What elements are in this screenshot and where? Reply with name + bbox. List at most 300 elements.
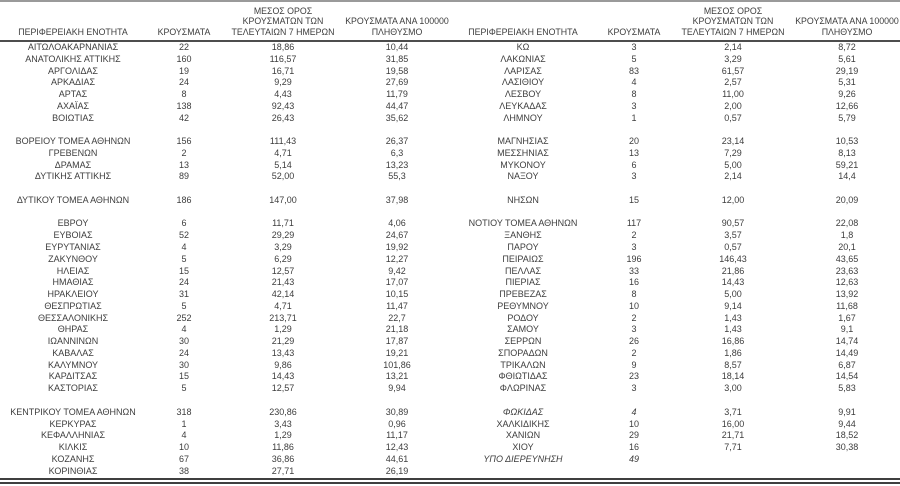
per100k-cell: 37,98 (385, 194, 409, 205)
avg7-cases-cell: 1,43 (724, 312, 742, 323)
cases-cell: 19 (178, 65, 189, 76)
cases-cell: 16 (628, 442, 639, 453)
per100k-cell: 9,1 (840, 324, 854, 335)
cases-cell (596, 395, 672, 407)
per100k-cell: 19,92 (385, 242, 409, 253)
per100k-cell: 10,44 (385, 42, 409, 52)
cases-cell: 5 (181, 383, 187, 394)
avg7-cases-cell: 0,57 (724, 112, 742, 123)
avg7-cases-cell: 3,29 (274, 242, 292, 253)
region-cell (450, 183, 596, 195)
col-header-region (450, 2, 596, 40)
cases-cell: 6 (631, 159, 637, 170)
region-cell: ΒΟΡΕΙΟΥ ΤΟΜΕΑ ΑΘΗΝΩΝ (15, 136, 131, 147)
avg7-cases-cell: 11,71 (272, 218, 294, 229)
per100k-cell (794, 466, 900, 478)
table-body (0, 42, 900, 477)
per100k-cell: 8,13 (838, 147, 856, 158)
region-cell: ΖΑΚΥΝΘΟΥ (48, 253, 98, 264)
header-line: ΤΕΛΕΥΤΑΙΩΝ 7 ΗΜΕΡΩΝ (231, 26, 335, 37)
cases-cell (596, 124, 672, 136)
avg7-cases-cell: 3,71 (724, 406, 742, 417)
cases-cell: 8 (631, 289, 637, 300)
per100k-cell: 31,85 (385, 53, 409, 64)
region-cell: ΡΕΘΥΜΝΟΥ (497, 300, 549, 311)
region-cell: ΜΥΚΟΝΟΥ (500, 159, 546, 170)
region-cell: ΙΩΑΝΝΙΝΩΝ (47, 336, 99, 347)
cases-cell: 67 (178, 453, 189, 464)
avg7-cases-cell: 23,14 (721, 136, 745, 147)
cases-cell: 3 (631, 383, 637, 394)
region-cell (0, 207, 146, 219)
table-header-right (450, 2, 900, 40)
avg7-cases-cell: 92,43 (271, 100, 295, 111)
avg7-cases-cell: 111,43 (269, 136, 297, 147)
region-cell (450, 207, 596, 219)
avg7-cases-cell: 0,57 (724, 242, 742, 253)
header-line: ΚΡΟΥΣΜΑΤΩΝ ΤΩΝ (692, 16, 774, 26)
col-header-cases (596, 2, 672, 40)
per100k-cell: 19,58 (385, 65, 409, 76)
region-cell: ΑΡΤΑΣ (58, 89, 88, 100)
region-cell (450, 395, 596, 407)
region-cell: ΠΙΕΡΙΑΣ (505, 277, 541, 288)
per100k-cell: 43,65 (835, 253, 859, 264)
cases-cell: 10 (628, 300, 639, 311)
region-cell: ΚΕΡΚΥΡΑΣ (49, 418, 97, 429)
region-cell: ΠΡΕΒΕΖΑΣ (499, 289, 547, 300)
cases-cell: 6 (181, 218, 187, 229)
region-cell: ΠΕΛΛΑΣ (504, 265, 542, 276)
avg7-cases-cell: 14,43 (721, 277, 745, 288)
per100k-cell (794, 207, 900, 219)
avg7-cases-cell: 26,43 (271, 112, 295, 123)
cases-cell: 49 (628, 453, 639, 464)
avg7-cases-cell: 5,00 (724, 289, 742, 300)
avg7-cases-cell: 2,14 (724, 42, 742, 52)
cases-cell: 156 (176, 136, 192, 147)
per100k-cell: 14,4 (838, 171, 856, 182)
per100k-cell: 35,62 (385, 112, 409, 123)
avg7-cases-cell: 1,86 (724, 347, 742, 358)
header-line: ΠΛΗΘΥΣΜΟ (371, 26, 423, 37)
avg7-cases-cell: 213,71 (269, 312, 297, 323)
per100k-cell: 59,21 (835, 159, 859, 170)
cases-cell: 42 (178, 112, 189, 123)
per100k-cell: 30,89 (385, 406, 409, 417)
cases-cell: 196 (626, 253, 642, 264)
cases-cell: 24 (178, 277, 189, 288)
header-line: ΠΕΡΙΦΕΡΕΙΑΚΗ ΕΝΟΤΗΤΑ (18, 26, 128, 37)
region-cell: ΡΟΔΟΥ (507, 312, 539, 323)
avg7-cases-cell: 4,71 (274, 147, 292, 158)
avg7-cases-cell: 52,00 (271, 171, 295, 182)
per100k-cell (344, 124, 450, 136)
avg7-cases-cell: 1,29 (274, 430, 292, 441)
header-line: ΚΡΟΥΣΜΑΤΑ ΑΝΑ 100000 (795, 16, 899, 26)
region-cell: ΒΟΙΩΤΙΑΣ (52, 112, 94, 123)
region-cell: ΔΥΤΙΚΟΥ ΤΟΜΕΑ ΑΘΗΝΩΝ (16, 194, 130, 205)
avg7-cases-cell (672, 395, 794, 407)
avg7-cases-cell: 5,00 (724, 159, 742, 170)
cases-cell: 3 (631, 171, 637, 182)
per100k-cell: 18,52 (835, 430, 859, 441)
avg7-cases-cell: 5,14 (274, 159, 292, 170)
per100k-cell: 11,47 (386, 300, 408, 311)
per100k-cell: 6,87 (838, 359, 856, 370)
per100k-cell: 1,67 (838, 312, 856, 323)
cases-cell: 10 (178, 442, 189, 453)
per100k-cell: 17,87 (385, 336, 409, 347)
region-cell: ΛΑΣΙΘΙΟΥ (501, 77, 545, 88)
header-line: ΤΕΛΕΥΤΑΙΩΝ 7 ΗΜΕΡΩΝ (681, 26, 785, 37)
cases-cell (146, 207, 222, 219)
avg7-cases-cell: 42,14 (271, 289, 295, 300)
region-cell: ΝΟΤΙΟΥ ΤΟΜΕΑ ΑΘΗΝΩΝ (468, 218, 578, 229)
region-cell (450, 466, 596, 478)
per100k-cell: 13,92 (835, 289, 859, 300)
per100k-cell: 0,96 (388, 418, 406, 429)
per100k-cell: 12,43 (385, 442, 409, 453)
region-cell: ΠΑΡΟΥ (507, 242, 539, 253)
per100k-cell: 8,72 (838, 42, 856, 52)
col-header-avg7 (672, 2, 794, 40)
bottom-rule (0, 478, 900, 484)
region-cell: ΛΕΣΒΟΥ (504, 89, 542, 100)
region-cell: ΔΡΑΜΑΣ (54, 159, 92, 170)
cases-cell: 38 (178, 465, 189, 476)
cases-cell: 83 (628, 65, 639, 76)
cases-cell: 3 (631, 42, 637, 52)
per100k-cell: 101,86 (383, 359, 411, 370)
per100k-cell: 9,26 (838, 89, 856, 100)
per100k-cell (794, 395, 900, 407)
per100k-cell: 9,91 (838, 406, 856, 417)
region-cell: ΗΡΑΚΛΕΙΟΥ (47, 289, 99, 300)
cases-cell (596, 207, 672, 219)
per100k-cell: 9,44 (838, 418, 856, 429)
per100k-cell: 12,63 (835, 277, 859, 288)
avg7-cases-cell: 2,14 (724, 171, 742, 182)
cases-cell: 33 (628, 265, 639, 276)
cases-cell: 1 (181, 418, 187, 429)
region-cell: ΕΥΒΟΙΑΣ (53, 230, 93, 241)
cases-cell: 1 (631, 112, 637, 123)
per100k-cell: 27,69 (385, 77, 409, 88)
per100k-cell: 12,27 (385, 253, 409, 264)
region-cell: ΛΕΥΚΑΔΑΣ (499, 100, 547, 111)
avg7-cases-cell: 1,29 (274, 324, 292, 335)
avg7-cases-cell: 12,00 (721, 194, 745, 205)
region-cell: ΘΗΡΑΣ (57, 324, 89, 335)
avg7-cases-cell: 2,57 (724, 77, 742, 88)
region-cell: ΑΝΑΤΟΛΙΚΗΣ ΑΤΤΙΚΗΣ (25, 53, 121, 64)
cases-cell (146, 124, 222, 136)
per100k-cell (344, 183, 450, 195)
region-cell: ΧΑΛΚΙΔΙΚΗΣ (496, 418, 550, 429)
avg7-cases-cell: 3,57 (724, 230, 742, 241)
avg7-cases-cell (672, 124, 794, 136)
cases-cell: 4 (631, 406, 637, 417)
region-cell: ΠΕΙΡΑΙΩΣ (502, 253, 544, 264)
per100k-cell: 11,17 (386, 430, 408, 441)
cases-cell: 4 (181, 430, 187, 441)
cases-cell: 3 (631, 100, 637, 111)
region-cell: ΦΩΚΙΔΑΣ (502, 406, 544, 417)
region-cell: ΞΑΝΘΗΣ (504, 230, 542, 241)
table-header-left (0, 2, 450, 40)
region-cell: ΚΩ (516, 42, 530, 52)
per100k-cell: 22,08 (835, 218, 859, 229)
region-cell: ΜΑΓΝΗΣΙΑΣ (497, 136, 549, 147)
per100k-cell: 5,79 (838, 112, 856, 123)
per100k-cell: 22,7 (388, 312, 406, 323)
cases-cell: 5 (631, 53, 637, 64)
avg7-cases-cell: 29,29 (271, 230, 295, 241)
per100k-cell: 30,38 (835, 442, 859, 453)
avg7-cases-cell: 18,14 (721, 371, 745, 382)
cases-cell: 15 (628, 194, 639, 205)
per100k-cell: 13,21 (385, 371, 409, 382)
cases-cell: 4 (631, 77, 637, 88)
region-cell: ΘΕΣΣΑΛΟΝΙΚΗΣ (37, 312, 109, 323)
per100k-cell: 9,42 (388, 265, 406, 276)
avg7-cases-cell: 146,43 (719, 253, 747, 264)
cases-cell (596, 466, 672, 478)
per100k-cell: 26,37 (385, 136, 409, 147)
avg7-cases-cell: 21,86 (721, 265, 745, 276)
per100k-cell: 10,53 (835, 136, 859, 147)
cases-cell: 4 (181, 324, 187, 335)
per100k-cell (794, 454, 900, 466)
avg7-cases-cell: 7,71 (724, 442, 742, 453)
avg7-cases-cell: 116,57 (269, 53, 297, 64)
cases-cell: 2 (181, 147, 187, 158)
per100k-cell: 4,06 (388, 218, 406, 229)
cases-cell: 3 (631, 324, 637, 335)
region-cell: ΥΠΟ ΔΙΕΡΕΥΝΗΣΗ (483, 453, 563, 464)
cases-cell: 89 (178, 171, 189, 182)
avg7-cases-cell: 11,00 (722, 89, 744, 100)
per100k-cell (794, 183, 900, 195)
region-cell: ΚΑΣΤΟΡΙΑΣ (48, 383, 98, 394)
per100k-cell: 11,79 (386, 89, 408, 100)
cases-cell: 9 (631, 359, 637, 370)
col-header-per100k (344, 2, 450, 40)
region-cell: ΚΕΝΤΡΙΚΟΥ ΤΟΜΕΑ ΑΘΗΝΩΝ (10, 406, 136, 417)
cases-cell: 13 (628, 147, 639, 158)
cases-cell: 252 (176, 312, 192, 323)
per100k-cell: 9,94 (388, 383, 406, 394)
region-cell (0, 183, 146, 195)
avg7-cases-cell (672, 183, 794, 195)
avg7-cases-cell: 12,57 (271, 383, 295, 394)
region-cell: ΝΗΣΩΝ (507, 194, 539, 205)
per100k-cell: 29,19 (835, 65, 859, 76)
cases-cell: 24 (178, 347, 189, 358)
per100k-cell: 19,21 (385, 347, 409, 358)
region-cell: ΧΑΝΙΩΝ (505, 430, 541, 441)
region-cell: ΗΛΕΙΑΣ (56, 265, 90, 276)
cases-cell: 8 (181, 89, 187, 100)
cases-cell: 160 (176, 53, 192, 64)
cases-cell: 318 (176, 406, 192, 417)
cases-cell: 29 (628, 430, 639, 441)
region-cell: ΧΙΟΥ (512, 442, 534, 453)
region-cell: ΚΟΖΑΝΗΣ (51, 453, 95, 464)
cases-cell: 15 (178, 371, 189, 382)
avg7-cases-cell: 9,14 (724, 300, 742, 311)
per100k-cell: 14,54 (835, 371, 859, 382)
cases-cell: 13 (178, 159, 189, 170)
cases-cell (596, 183, 672, 195)
per100k-cell: 11,68 (836, 300, 858, 311)
region-cell: ΚΑΛΥΜΝΟΥ (47, 359, 99, 370)
avg7-cases-cell (672, 207, 794, 219)
region-cell: ΛΗΜΝΟΥ (503, 112, 543, 123)
avg7-cases-cell: 16,86 (721, 336, 745, 347)
region-cell (450, 124, 596, 136)
region-cell: ΑΡΓΟΛΙΔΑΣ (48, 65, 98, 76)
avg7-cases-cell: 21,71 (721, 430, 745, 441)
avg7-cases-cell: 230,86 (269, 406, 297, 417)
cases-cell: 117 (626, 218, 642, 229)
cases-cell (146, 183, 222, 195)
region-cell: ΓΡΕΒΕΝΩΝ (48, 147, 98, 158)
per100k-cell: 14,49 (835, 347, 859, 358)
per100k-cell: 21,18 (385, 324, 409, 335)
per100k-cell: 23,63 (835, 265, 859, 276)
region-cell: ΦΛΩΡΙΝΑΣ (499, 383, 547, 394)
region-cell: ΘΕΣΠΡΩΤΙΑΣ (44, 300, 102, 311)
region-cell: ΑΧΑΪΑΣ (56, 100, 90, 111)
region-cell: ΑΙΤΩΛΟΑΚΑΡΝΑΝΙΑΣ (27, 42, 119, 52)
header-line: ΚΡΟΥΣΜΑΤΩΝ ΤΩΝ (242, 16, 324, 26)
cases-cell: 2 (631, 312, 637, 323)
per100k-cell: 17,07 (385, 277, 409, 288)
region-cell (0, 395, 146, 407)
avg7-cases-cell: 18,86 (271, 42, 295, 52)
per100k-cell: 20,1 (838, 242, 856, 253)
avg7-cases-cell: 27,71 (271, 465, 295, 476)
region-cell: ΕΒΡΟΥ (57, 218, 89, 229)
cases-cell: 5 (181, 300, 187, 311)
avg7-cases-cell (222, 124, 344, 136)
cases-cell: 5 (181, 253, 187, 264)
table-body-right (450, 42, 900, 477)
header-line: ΚΡΟΥΣΜΑΤΑ (157, 26, 211, 37)
avg7-cases-cell: 7,29 (724, 147, 742, 158)
cases-cell: 4 (181, 242, 187, 253)
cases-cell: 31 (178, 289, 189, 300)
col-header-cases (146, 2, 222, 40)
avg7-cases-cell (222, 207, 344, 219)
per100k-cell: 24,67 (385, 230, 409, 241)
region-cell: ΚΑΡΔΙΤΣΑΣ (48, 371, 98, 382)
table-body-left (0, 42, 450, 477)
region-cell: ΛΑΡΙΣΑΣ (504, 65, 542, 76)
avg7-cases-cell (222, 395, 344, 407)
avg7-cases-cell: 90,57 (721, 218, 745, 229)
header-line: ΚΡΟΥΣΜΑΤΑ ΑΝΑ 100000 (345, 16, 449, 26)
header-line: ΜΕΣΟΣ ΟΡΟΣ (703, 5, 763, 16)
avg7-cases-cell: 21,29 (271, 336, 295, 347)
avg7-cases-cell (672, 454, 794, 466)
cases-cell: 23 (628, 371, 639, 382)
per100k-cell: 26,19 (385, 465, 409, 476)
avg7-cases-cell: 2,00 (724, 100, 742, 111)
region-cell: ΣΑΜΟΥ (507, 324, 539, 335)
avg7-cases-cell: 6,29 (274, 253, 292, 264)
cases-cell: 2 (631, 347, 637, 358)
avg7-cases-cell: 8,57 (724, 359, 742, 370)
region-cell: ΚΙΛΚΙΣ (58, 442, 88, 453)
cases-cell: 2 (631, 230, 637, 241)
per100k-cell (344, 207, 450, 219)
region-cell: ΜΕΣΣΗΝΙΑΣ (497, 147, 549, 158)
per100k-cell: 5,61 (838, 53, 856, 64)
header-line: ΠΕΡΙΦΕΡΕΙΑΚΗ ΕΝΟΤΗΤΑ (468, 26, 578, 37)
avg7-cases-cell: 3,00 (724, 383, 742, 394)
avg7-cases-cell: 16,71 (271, 65, 295, 76)
per100k-cell: 5,83 (838, 383, 856, 394)
cases-cell: 26 (628, 336, 639, 347)
cases-cell: 16 (628, 277, 639, 288)
per100k-cell: 55,3 (388, 171, 406, 182)
region-cell: ΣΠΟΡΑΔΩΝ (498, 347, 548, 358)
per100k-cell: 44,47 (385, 100, 409, 111)
per100k-cell: 44,61 (385, 453, 409, 464)
avg7-cases-cell: 3,43 (274, 418, 292, 429)
per100k-cell: 5,31 (838, 77, 856, 88)
per100k-cell (344, 395, 450, 407)
region-cell: ΚΕΦΑΛΛΗΝΙΑΣ (40, 430, 106, 441)
avg7-cases-cell: 11,86 (272, 442, 294, 453)
avg7-cases-cell: 147,00 (269, 194, 297, 205)
avg7-cases-cell: 4,71 (274, 300, 292, 311)
per100k-cell: 10,15 (385, 289, 409, 300)
region-cell: ΚΟΡΙΝΘΙΑΣ (48, 465, 98, 476)
cases-cell: 30 (178, 359, 189, 370)
region-cell: ΕΥΡΥΤΑΝΙΑΣ (45, 242, 101, 253)
header-line: ΚΡΟΥΣΜΑΤΑ (607, 26, 661, 37)
header-line: ΠΛΗΘΥΣΜΟ (821, 26, 873, 37)
region-cell: ΣΕΡΡΩΝ (504, 336, 542, 347)
region-cell: ΔΥΤΙΚΗΣ ΑΤΤΙΚΗΣ (34, 171, 112, 182)
cases-cell: 20 (628, 136, 639, 147)
avg7-cases-cell: 1,43 (724, 324, 742, 335)
region-cell: ΑΡΚΑΔΙΑΣ (50, 77, 96, 88)
region-cell: ΗΜΑΘΙΑΣ (52, 277, 94, 288)
region-cell: ΝΑΞΟΥ (507, 171, 539, 182)
avg7-cases-cell: 9,29 (274, 77, 292, 88)
region-cell: ΛΑΚΩΝΙΑΣ (500, 53, 546, 64)
col-header-avg7 (222, 2, 344, 40)
cases-cell: 22 (178, 42, 189, 52)
cases-cell: 138 (176, 100, 192, 111)
cases-cell: 8 (631, 89, 637, 100)
per100k-cell: 12,66 (835, 100, 859, 111)
avg7-cases-cell: 12,57 (271, 265, 295, 276)
col-header-per100k (794, 2, 900, 40)
cases-cell: 15 (178, 265, 189, 276)
avg7-cases-cell: 61,57 (721, 65, 745, 76)
per100k-cell: 6,3 (390, 147, 404, 158)
per100k-cell: 20,09 (835, 194, 859, 205)
header-line: ΜΕΣΟΣ ΟΡΟΣ (253, 5, 313, 16)
cases-cell: 3 (631, 242, 637, 253)
cases-cell: 24 (178, 77, 189, 88)
